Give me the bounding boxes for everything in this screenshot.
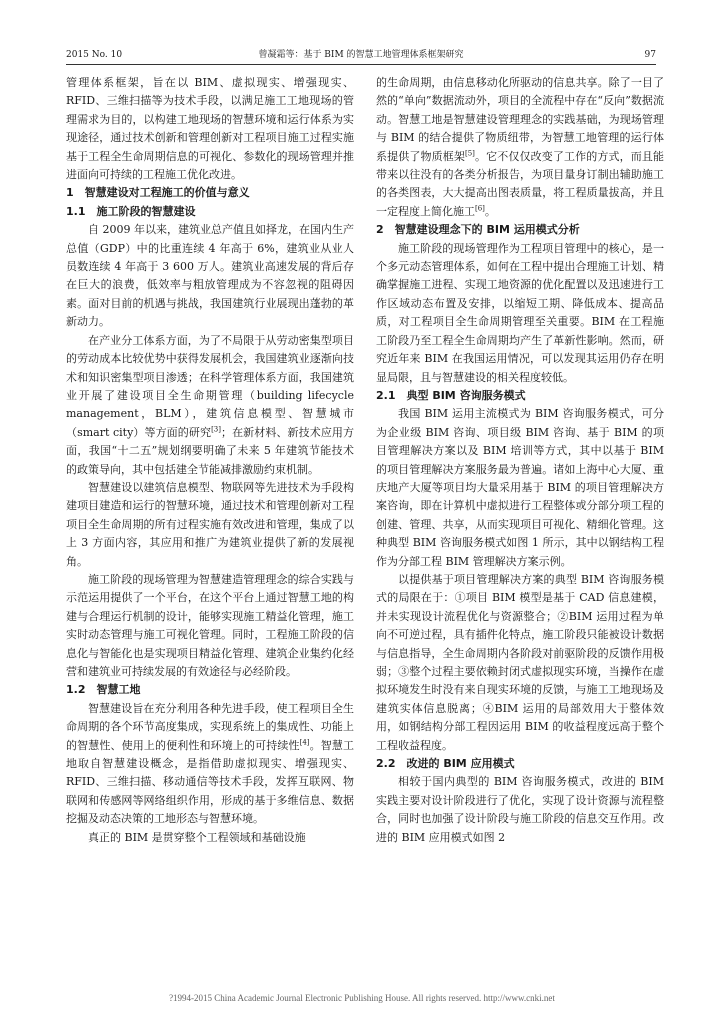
paragraph: 施工阶段的现场管理为智慧建造管理理念的综合实践与示范运用提供了一个平台，在这个平台上通过智慧工地的构建与合理运行机制的设计，能够实现施工精益化管理，施工实时动态管理与施工可视化管理。同时，工程施工阶段的信息化与智能化也是实现项目精益化管理、建筑企业集约化经营和建筑业可持续发展的有效途径与必经阶段。 [66, 572, 354, 678]
section-heading-2: 2 智慧建设理念下的 BIM 运用模式分析 [376, 223, 580, 237]
paragraph: 管理体系框架，旨在以 BIM、虚拟现实、增强现实、RFID、三维扫描等为技术手段，以满足施工工地现场的管理需求为目的，以构建工地现场的智慧环境和运行体系为实现途径，通过技术创新和管理创新对工程项目施工过程实施基于工程全生命周期信息的可视化、参数化的现场管理并推进面向可持续的工程施工优化改进。 [66, 76, 354, 182]
paragraph-text: 。智慧工地取自智慧建设概念，是指借助虚拟现实、增强现实、RFID、三维扫描、移动通信等技术手段，发挥互联网、物联网和传感网等网络组织作用，形成的基于多维信息、数据挖掘及动态决策的工地形态与智慧环境。 [66, 738, 354, 826]
paragraph-text: ；在新材料、新技术应用方面，我国“十二五”规划纲要明确了未来 5 年建筑节能技术的政策导向，其中包括建全节能减排激励约束机制。 [66, 425, 354, 476]
subsection-heading-1-1: 1.1 施工阶段的智慧建设 [66, 204, 196, 218]
subsection-heading-2-1: 2.1 典型 BIM 咨询服务模式 [376, 388, 526, 402]
paragraph-text: 的生命周期，由信息移动化所驱动的信息共享。除了一目了然的“单向”数据流动外，项目的全流程中存在“反向”数据流动。智慧工地是智慧建设管理理念的实践基础，为现场管理与 BIM 的结合提供了物质纽带，为智慧工地管理的运行体系提供了物质框架 [376, 76, 664, 163]
section-heading-1: 1 智慧建设对工程施工的价值与意义 [66, 186, 250, 200]
running-title: 曾凝霜等：基于 BIM 的智慧工地管理体系框架研究 [258, 50, 464, 60]
journal-issue: 2015 No. 10 [66, 50, 123, 60]
citation-ref[interactable]: [4] [299, 737, 310, 746]
left-column [66, 74, 354, 969]
paragraph [66, 700, 354, 829]
right-column [376, 74, 664, 969]
header-rule [66, 64, 656, 65]
paragraph-text: 在产业分工体系方面，为了不局限于从劳动密集型项目的劳动成本比较优势中获得发展机会，我国建筑业逐渐向技术和知识密集型项目渗透；在科学管理体系方面，我国建筑业开展了建设项目全生命期管理（building lifecycle management，BLM），建筑信息模型、智慧城市（smart city）等方面的研究 [66, 333, 354, 439]
paragraph: 我国 BIM 运用主流模式为 BIM 咨询服务模式，可分为企业级 BIM 咨询、项目级 BIM 咨询、基于 BIM 的项目管理解决方案以及 BIM 培训等方式，其中以基于 BIM 的项目管理解决方案服务最为普遍。诸如上海中心大厦、重庆地产大厦等项目均大量采用基于 BIM 的项目管理解决方案咨询，即在计算机中虚拟进行工程整体或分部分项工程的创建、管理、共享，从而实现项目可视化、精细化管理。这种典型 BIM 咨询服务模式如图 1 所示，其中以钢结构工程作为分部工程 BIM 管理解决方案示例。 [376, 407, 664, 568]
paragraph [66, 332, 354, 479]
page-number: 97 [644, 50, 656, 60]
paragraph: 以提供基于项目管理解决方案的典型 BIM 咨询服务模式的局限在于：①项目 BIM 模型是基于 CAD 信息建模，并未实现设计流程优化与资源整合；②BIM 运用过程为单向不可逆过程，具有插件化特点，施工阶段只能被设计数据与信息指导，全生命周期内各阶段对前驱阶段的反馈作用极弱；③整个过程主要依赖封闭式虚拟现实环境，当操作在虚拟环境发生时没有来自现实环境的反馈，与施工工地现场及建筑实体信息脱离；④BIM 运用的局部效用大于整体效用，如钢结构分部工程因运用 BIM 的收益程度远高于整个工程收益程度。 [376, 572, 664, 752]
paragraph: 智慧建设以建筑信息模型、物联网等先进技术为手段构建项目建造和运行的智慧环境，通过技术和管理创新对工程项目全生命周期的所有过程实施有效改进和管理，集成了以上 3 方面内容，其应用和推广为建筑业提供了新的发展视角。 [66, 480, 354, 568]
paragraph: 真正的 BIM 是贯穿整个工程领域和基础设施 [88, 830, 306, 844]
citation-ref[interactable]: [6] [475, 204, 485, 213]
paragraph-text: 智慧建设旨在充分利用各种先进手段，使工程项目全生命周期的各个环节高度集成，实现系统上的集成性、功能上的智慧性、使用上的便利性和环境上的可持续性 [66, 701, 354, 752]
paragraph: 自 2009 年以来，建筑业总产值且如择龙，在国内生产总值（GDP）中的比重连续 4 年高于 6%，建筑业从业人员数连续 4 年高于 3 600 万人。建筑业高速发展的背后存在巨大的浪费，低效率与粗放管理成为不容忽视的阻碍因素。面对目前的机遇与挑战，我国建筑行业展现出蓬勃的革新动力。 [66, 223, 354, 329]
paragraph: 相较于国内典型的 BIM 咨询服务模式，改进的 BIM 实践主要对设计阶段进行了优化，实现了设计资源与流程整合，同时也加强了设计阶段与施工阶段的信息交互作用。改进的 BIM 应用模式如图 2 [376, 775, 664, 844]
subsection-heading-1-2: 1.2 智慧工地 [66, 683, 141, 697]
citation-ref[interactable]: [5] [464, 148, 475, 157]
paragraph-text: 。 [484, 204, 496, 218]
paragraph [376, 74, 664, 221]
copyright-footer: ?1994-2015 China Academic Journal Electronic Publishing House. All rights reserved. http://www.cnki.net [169, 993, 555, 1003]
subsection-heading-2-2: 2.2 改进的 BIM 应用模式 [376, 757, 515, 771]
citation-ref[interactable]: [3] [211, 425, 221, 434]
paragraph-text: 。它不仅仅改变了工作的方式，而且能带来以往没有的各类分析报告，为项目量身订制出辅助施工的各类图表，大大提高出图表质量，将工程质量拔高，并且一定程度上简化施工 [376, 149, 664, 218]
running-header [66, 47, 656, 63]
paragraph: 施工阶段的现场管理作为工程项目管理中的核心，是一个多元动态管理体系，如何在工程中提出合理施工计划、精确掌握施工进程、实现工地资源的优化配置以及迅速进行工作区域动态布置及安排，以缩短工期、降低成本、提高品质，对工程项目全生命周期管理至关重要。BIM 在工程施工阶段乃至工程全生命周期均产生了革新性影响。然而，研究近年来 BIM 在我国运用情况，可以发现其运用仍存在明显局限，且与智慧建设的相关程度较低。 [376, 241, 664, 384]
